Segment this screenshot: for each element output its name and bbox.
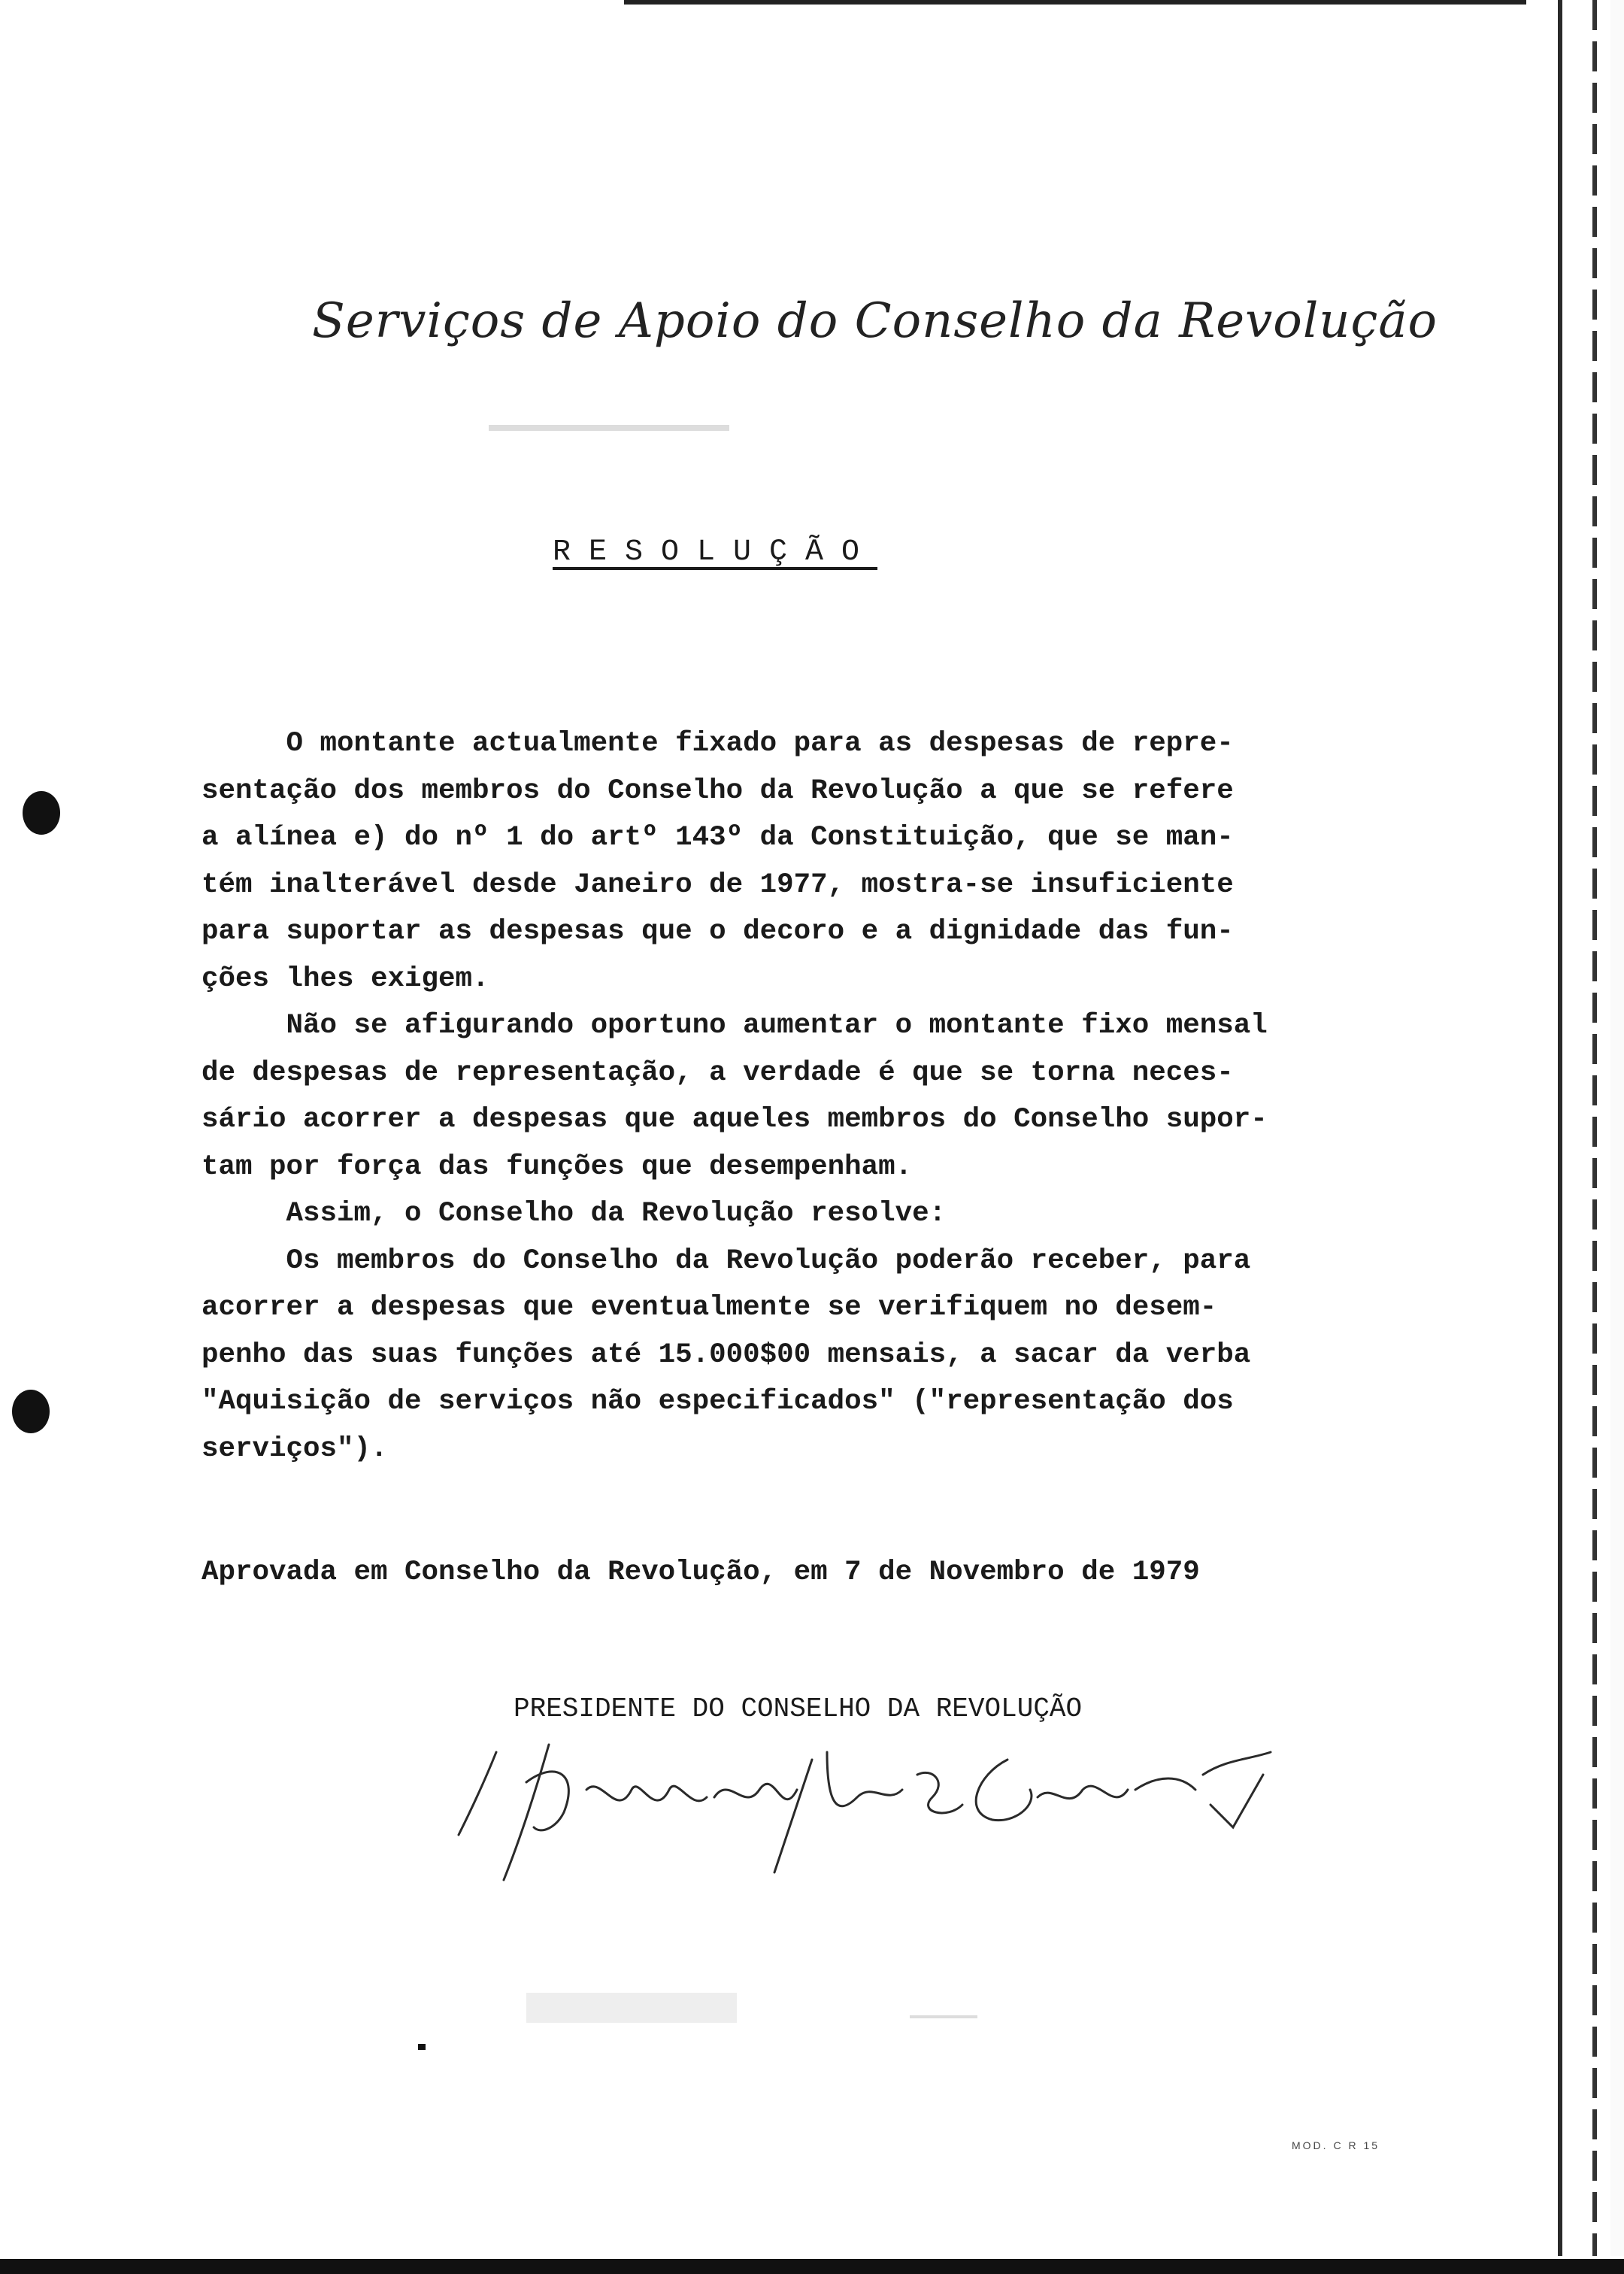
- approval-statement: Aprovada em Conselho da Revolução, em 7 de Novembro de 1979: [201, 1557, 1200, 1588]
- paragraph-1: [201, 720, 1435, 1002]
- body-line: Não se afigurando oportuno aumentar o montante fixo mensal: [201, 1010, 1268, 1041]
- body-line: penho das suas funções até 15.000$00 mensais, a sacar da verba: [201, 1339, 1251, 1371]
- scan-right-edge: [1558, 0, 1562, 2256]
- scan-top-edge: [624, 0, 1526, 5]
- punch-hole-top: [23, 791, 60, 835]
- scan-bottom-edge: [0, 2259, 1624, 2274]
- body-line: O montante actualmente fixado para as despesas de repre-: [201, 728, 1234, 760]
- scan-dot: [418, 2044, 426, 2050]
- body-line: Assim, o Conselho da Revolução resolve:: [201, 1198, 947, 1229]
- stamp-residue: [526, 1993, 737, 2023]
- resolution-body: [201, 720, 1435, 1472]
- body-line: sário acorrer a despesas que aqueles membros do Conselho supor-: [201, 1104, 1268, 1135]
- scan-right-margin: [1610, 0, 1624, 2256]
- body-line: a alínea e) do nº 1 do artº 143º da Constituição, que se man-: [201, 822, 1234, 854]
- document-title: RESOLUÇÃO: [553, 535, 878, 569]
- body-line: tam por força das funções que desempenham.: [201, 1151, 913, 1183]
- body-line: Os membros do Conselho da Revolução poderão receber, para: [201, 1245, 1251, 1277]
- signature-icon: [436, 1730, 1286, 1895]
- paragraph-2: [201, 1002, 1435, 1190]
- body-line: tém inalterável desde Janeiro de 1977, mostra-se insuficiente: [201, 869, 1234, 901]
- punch-hole-bottom: [12, 1390, 50, 1433]
- body-line: acorrer a despesas que eventualmente se verifiquem no desem-: [201, 1292, 1217, 1323]
- body-line: "Aquisição de serviços não especificados" ("representação dos: [201, 1386, 1234, 1417]
- body-line: sentação dos membros do Conselho da Revolução a que se refere: [201, 775, 1234, 807]
- letterhead: Serviços de Apoio do Conselho da Revolução: [312, 293, 1438, 349]
- body-line: ções lhes exigem.: [201, 963, 489, 995]
- body-line: de despesas de representação, a verdade é que se torna neces-: [201, 1057, 1234, 1089]
- body-line: para suportar as despesas que o decoro e a dignidade das fun-: [201, 916, 1234, 948]
- scan-smudge: [910, 2015, 977, 2018]
- body-line: serviços").: [201, 1433, 388, 1465]
- signatory-title: PRESIDENTE DO CONSELHO DA REVOLUÇÃO: [514, 1693, 1083, 1724]
- form-model-code: MOD. C R 15: [1292, 2139, 1380, 2151]
- scan-smudge: [489, 425, 729, 431]
- scan-right-edge-dashed: [1592, 0, 1597, 2256]
- paragraph-4: [201, 1238, 1435, 1473]
- paragraph-3: [201, 1190, 1435, 1238]
